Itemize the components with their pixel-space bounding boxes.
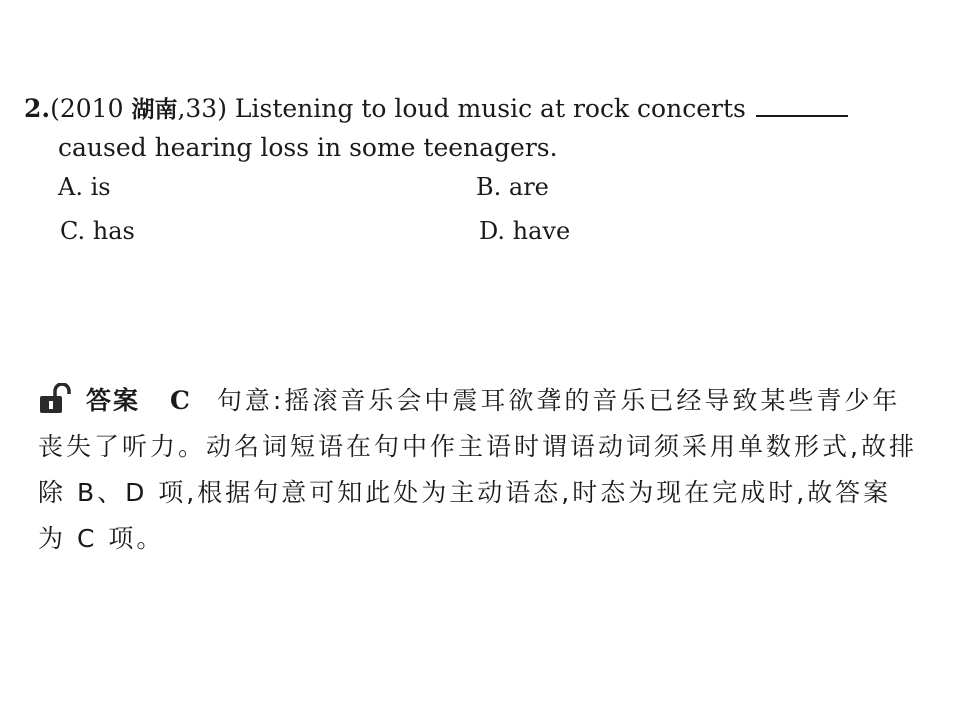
- question-stem-part2: caused hearing loss in some teenagers.: [58, 133, 558, 162]
- unlock-icon: [38, 383, 76, 415]
- answer-blank: [756, 93, 848, 117]
- question-number: 2.: [24, 94, 51, 123]
- options-list: [58, 167, 924, 257]
- option-c: C. has: [60, 217, 135, 245]
- question-stem-part1: Listening to loud music at rock concerts: [234, 94, 746, 123]
- option-a: A. is: [58, 173, 111, 201]
- answer-block: [38, 378, 918, 562]
- answer-explanation: 句意:摇滚音乐会中震耳欲聋的音乐已经导致某些青少年丧失了听力。动名词短语在句中作主语时谓语动词须采用单数形式,故排除 B、D 项,根据句意可知此处为主动语态,时态为现在完成时,故答案为 C 项。: [38, 386, 917, 553]
- option-b: B. are: [476, 173, 549, 201]
- answer-label: 答案: [86, 386, 141, 415]
- question-source-open: (2010: [50, 94, 132, 123]
- question-line-1: [24, 90, 924, 129]
- question-source-province: 湖南: [131, 97, 178, 123]
- question-block: [24, 90, 924, 257]
- question-source-close: ,33): [177, 94, 227, 123]
- answer-letter: C: [170, 386, 193, 415]
- option-d: D. have: [479, 217, 571, 245]
